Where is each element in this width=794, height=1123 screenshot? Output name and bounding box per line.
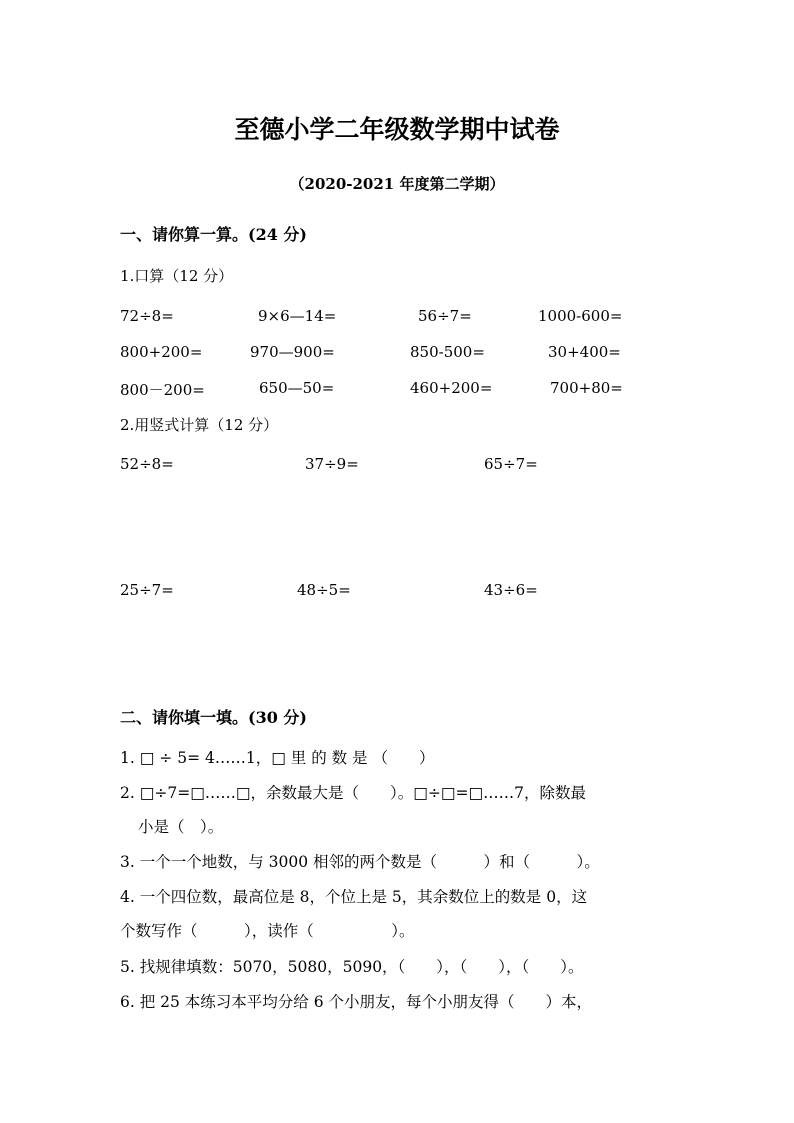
mental-problem: 72÷8= bbox=[120, 307, 174, 325]
mental-problem: 850-500= bbox=[410, 343, 485, 361]
vertical-problem: 65÷7= bbox=[484, 455, 538, 473]
question-5: 5. 找规律填数：5070，5080，5090，（ ），（ ），（ ）。 bbox=[120, 958, 584, 976]
mental-problem: 30+400= bbox=[548, 343, 621, 361]
question-2-line-1: 2. □÷7=□……□，余数最大是（ ）。□÷□=□……7，除数最 bbox=[120, 784, 587, 802]
question-2-line-2: 小是（ ）。 bbox=[138, 818, 224, 836]
mental-problem: 460+200= bbox=[410, 379, 493, 397]
mental-problem: 800+200= bbox=[120, 343, 203, 361]
page-title: 至德小学二年级数学期中试卷 bbox=[234, 115, 560, 144]
part-2-heading: 2.用竖式计算（12 分） bbox=[120, 416, 279, 434]
question-6: 6. 把 25 本练习本平均分给 6 个小朋友，每个小朋友得（ ）本， bbox=[120, 993, 593, 1011]
page-subtitle: （2020-2021 年度第二学期） bbox=[289, 175, 505, 193]
section-1-heading: 一、请你算一算。(24 分) bbox=[120, 225, 307, 244]
mental-problem: 650—50= bbox=[259, 379, 335, 397]
question-4-line-1: 4. 一个四位数，最高位是 8，个位上是 5，其余数位上的数是 0，这 bbox=[120, 888, 588, 906]
part-1-heading: 1.口算（12 分） bbox=[120, 267, 234, 285]
vertical-problem: 25÷7= bbox=[120, 581, 174, 599]
vertical-problem: 52÷8= bbox=[120, 455, 174, 473]
mental-problem: 9×6—14= bbox=[258, 307, 337, 325]
vertical-problem: 43÷6= bbox=[484, 581, 538, 599]
mental-problem: 700+80= bbox=[550, 379, 623, 397]
mental-problem: 56÷7= bbox=[418, 307, 472, 325]
section-2-heading: 二、请你填一填。(30 分) bbox=[120, 708, 307, 727]
question-3: 3. 一个一个地数，与 3000 相邻的两个数是（ ）和（ ）。 bbox=[120, 853, 600, 871]
mental-problem: 1000-600= bbox=[538, 307, 623, 325]
question-1: 1. □ ÷ 5= 4……1，□ 里 的 数 是 （ ） bbox=[120, 749, 435, 767]
vertical-problem: 48÷5= bbox=[297, 581, 351, 599]
mental-problem: 800－200= bbox=[120, 381, 205, 399]
mental-problem: 970—900= bbox=[250, 343, 335, 361]
question-4-line-2: 个数写作（ ），读作（ ）。 bbox=[120, 922, 415, 940]
vertical-problem: 37÷9= bbox=[305, 455, 359, 473]
